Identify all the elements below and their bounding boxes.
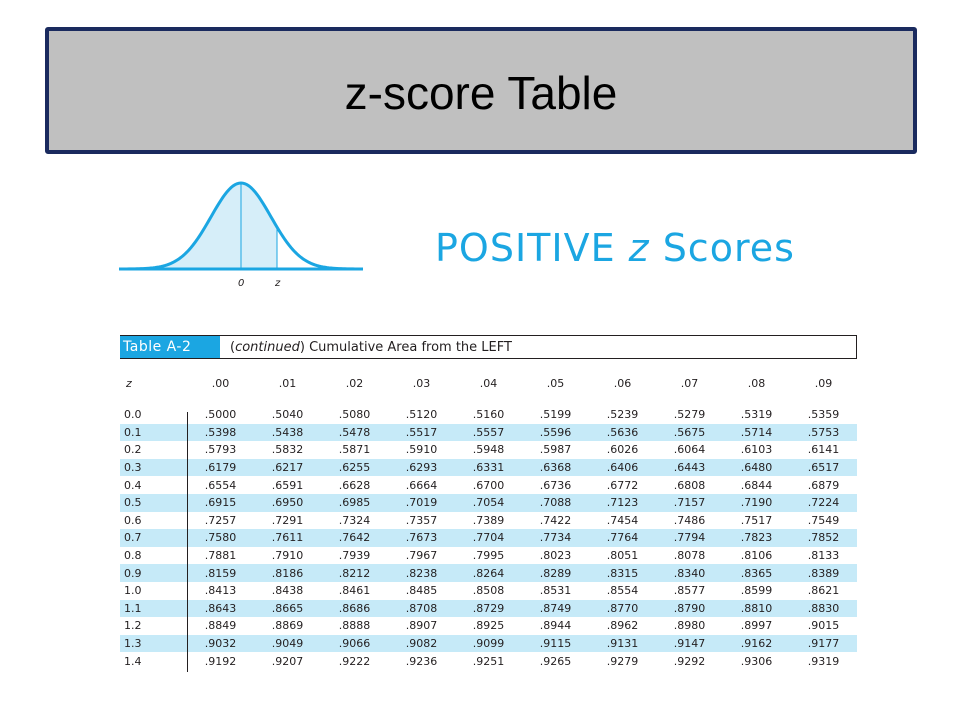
- table-cell: .5753: [807, 425, 840, 439]
- table-cell: .7324: [338, 513, 371, 527]
- table-cell: .5120: [405, 408, 438, 422]
- column-header: .01: [278, 376, 297, 390]
- table-cell: .5675: [673, 425, 706, 439]
- table-cell: .8810: [740, 601, 773, 615]
- table-cell: .9147: [673, 637, 706, 651]
- table-cell: .6255: [338, 461, 371, 475]
- table-cell: .8078: [673, 549, 706, 563]
- table-cell: .8643: [204, 601, 237, 615]
- table-cell: .9306: [740, 654, 773, 668]
- table-row: [120, 406, 857, 424]
- table-cell: .6293: [405, 461, 438, 475]
- table-cell: .9082: [405, 637, 438, 651]
- table-row: [120, 564, 857, 582]
- column-header: .09: [814, 376, 833, 390]
- table-cell: .7881: [204, 549, 237, 563]
- table-cell: .7422: [539, 513, 572, 527]
- table-cell: .7257: [204, 513, 237, 527]
- table-cell: .5040: [271, 408, 304, 422]
- table-cell: .7054: [472, 496, 505, 510]
- table-cell: .6368: [539, 461, 572, 475]
- table-cell: .6628: [338, 478, 371, 492]
- table-cell: .8159: [204, 566, 237, 580]
- table-cell: .8186: [271, 566, 304, 580]
- row-z-value: 1.0: [124, 584, 142, 598]
- table-cell: .8770: [606, 601, 639, 615]
- table-cell: .8508: [472, 584, 505, 598]
- table-cell: .6554: [204, 478, 237, 492]
- table-cell: .5000: [204, 408, 237, 422]
- table-cell: .5438: [271, 425, 304, 439]
- table-cell: .8849: [204, 619, 237, 633]
- table-cell: .9177: [807, 637, 840, 651]
- row-z-value: 0.1: [124, 425, 142, 439]
- table-row: [120, 652, 857, 670]
- table-cell: .8729: [472, 601, 505, 615]
- table-cell: .8665: [271, 601, 304, 615]
- table-cell: .7357: [405, 513, 438, 527]
- table-cell: .7157: [673, 496, 706, 510]
- table-cell: .5832: [271, 443, 304, 457]
- table-cell: .8686: [338, 601, 371, 615]
- title-box: [45, 27, 917, 154]
- table-cell: .7967: [405, 549, 438, 563]
- row-z-value: 0.3: [124, 461, 142, 475]
- table-cell: .7454: [606, 513, 639, 527]
- table-cell: .7580: [204, 531, 237, 545]
- table-cell: .9066: [338, 637, 371, 651]
- table-cell: .6844: [740, 478, 773, 492]
- table-cell: .9292: [673, 654, 706, 668]
- table-cell: .8907: [405, 619, 438, 633]
- table-cell: .7734: [539, 531, 572, 545]
- table-cell: .5359: [807, 408, 840, 422]
- table-caption: [120, 335, 857, 359]
- positive-z-scores-heading: [435, 226, 795, 270]
- table-cell: .9265: [539, 654, 572, 668]
- table-cell: .9251: [472, 654, 505, 668]
- table-grid: [120, 370, 857, 670]
- table-cell: .7673: [405, 531, 438, 545]
- table-cell: .6217: [271, 461, 304, 475]
- table-cell: .8315: [606, 566, 639, 580]
- table-cell: .6591: [271, 478, 304, 492]
- row-z-value: 0.9: [124, 566, 142, 580]
- row-z-value: 0.7: [124, 531, 142, 545]
- table-cell: .7910: [271, 549, 304, 563]
- table-cell: .6736: [539, 478, 572, 492]
- table-cell: .9015: [807, 619, 840, 633]
- table-cell: .5910: [405, 443, 438, 457]
- table-cell: .9162: [740, 637, 773, 651]
- heading-prefix: POSITIVE: [435, 226, 629, 270]
- row-z-value: 1.2: [124, 619, 142, 633]
- table-cell: .8925: [472, 619, 505, 633]
- table-row: [120, 635, 857, 653]
- table-cell: .5199: [539, 408, 572, 422]
- table-row: [120, 512, 857, 530]
- table-label: Table A-2: [120, 336, 220, 358]
- table-cell: .6026: [606, 443, 639, 457]
- row-z-value: 0.8: [124, 549, 142, 563]
- table-cell: .8461: [338, 584, 371, 598]
- zero-label: 0: [238, 278, 245, 289]
- table-cell: .9207: [271, 654, 304, 668]
- table-cell: .6879: [807, 478, 840, 492]
- table-cell: .9131: [606, 637, 639, 651]
- table-cell: .9236: [405, 654, 438, 668]
- table-cell: .5596: [539, 425, 572, 439]
- table-cell: .7224: [807, 496, 840, 510]
- table-cell: .8051: [606, 549, 639, 563]
- table-cell: .7291: [271, 513, 304, 527]
- table-cell: .6517: [807, 461, 840, 475]
- table-cell: .8485: [405, 584, 438, 598]
- table-cell: .7123: [606, 496, 639, 510]
- column-header: .00: [211, 376, 230, 390]
- table-cell: .8554: [606, 584, 639, 598]
- column-header: .03: [412, 376, 431, 390]
- z-label: z: [275, 278, 281, 289]
- table-cell: .6985: [338, 496, 371, 510]
- normal-curve-diagram: [115, 175, 367, 295]
- table-cell: .6179: [204, 461, 237, 475]
- column-header: .08: [747, 376, 766, 390]
- table-cell: .8531: [539, 584, 572, 598]
- table-cell: .6443: [673, 461, 706, 475]
- table-cell: .5636: [606, 425, 639, 439]
- table-cell: .8869: [271, 619, 304, 633]
- table-cell: .9192: [204, 654, 237, 668]
- table-cell: .8577: [673, 584, 706, 598]
- table-cell: .8962: [606, 619, 639, 633]
- table-cell: .6141: [807, 443, 840, 457]
- z-table: [120, 335, 857, 670]
- table-row: [120, 476, 857, 494]
- table-cell: .6103: [740, 443, 773, 457]
- table-cell: .8830: [807, 601, 840, 615]
- table-description: (continued) Cumulative Area from the LEFT: [230, 339, 512, 355]
- table-row: [120, 547, 857, 565]
- table-cell: .7517: [740, 513, 773, 527]
- table-row: [120, 617, 857, 635]
- table-cell: .5987: [539, 443, 572, 457]
- table-cell: .6664: [405, 478, 438, 492]
- table-row: [120, 600, 857, 618]
- table-cell: .8264: [472, 566, 505, 580]
- column-header: .05: [546, 376, 565, 390]
- table-cell: .7486: [673, 513, 706, 527]
- table-cell: .6480: [740, 461, 773, 475]
- row-z-value: 1.3: [124, 637, 142, 651]
- row-z-value: 0.5: [124, 496, 142, 510]
- table-row: [120, 582, 857, 600]
- table-cell: .8365: [740, 566, 773, 580]
- table-cell: .9099: [472, 637, 505, 651]
- table-row: [120, 424, 857, 442]
- table-cell: .7611: [271, 531, 304, 545]
- table-body: [120, 406, 857, 670]
- row-z-value: 0.6: [124, 513, 142, 527]
- table-cell: .8944: [539, 619, 572, 633]
- table-cell: .8133: [807, 549, 840, 563]
- table-cell: .6064: [673, 443, 706, 457]
- table-cell: .5714: [740, 425, 773, 439]
- table-cell: .8023: [539, 549, 572, 563]
- table-cell: .7389: [472, 513, 505, 527]
- table-header-row: [120, 370, 857, 396]
- column-header: .07: [680, 376, 699, 390]
- table-cell: .5478: [338, 425, 371, 439]
- slide-title: z-score Table: [344, 66, 618, 119]
- table-cell: .8413: [204, 584, 237, 598]
- table-cell: .7642: [338, 531, 371, 545]
- table-cell: .9049: [271, 637, 304, 651]
- table-cell: .8708: [405, 601, 438, 615]
- table-cell: .8212: [338, 566, 371, 580]
- table-row: [120, 459, 857, 477]
- column-header: .02: [345, 376, 364, 390]
- row-z-value: 0.4: [124, 478, 142, 492]
- table-cell: .5557: [472, 425, 505, 439]
- table-row: [120, 441, 857, 459]
- table-cell: .5517: [405, 425, 438, 439]
- table-cell: .8790: [673, 601, 706, 615]
- column-header: z: [126, 376, 132, 390]
- table-cell: .7549: [807, 513, 840, 527]
- table-cell: .8621: [807, 584, 840, 598]
- table-cell: .9319: [807, 654, 840, 668]
- table-cell: .7823: [740, 531, 773, 545]
- caption-italic: continued: [235, 339, 300, 355]
- heading-suffix: Scores: [649, 226, 795, 270]
- table-cell: .9222: [338, 654, 371, 668]
- table-cell: .5398: [204, 425, 237, 439]
- table-cell: .6915: [204, 496, 237, 510]
- table-cell: .8438: [271, 584, 304, 598]
- table-cell: .5080: [338, 408, 371, 422]
- table-cell: .6950: [271, 496, 304, 510]
- column-header: .04: [479, 376, 498, 390]
- table-cell: .5948: [472, 443, 505, 457]
- table-cell: .8749: [539, 601, 572, 615]
- row-z-value: 1.4: [124, 654, 142, 668]
- column-header: .06: [613, 376, 632, 390]
- table-cell: .9115: [539, 637, 572, 651]
- table-cell: .5319: [740, 408, 773, 422]
- table-cell: .5871: [338, 443, 371, 457]
- table-cell: .7939: [338, 549, 371, 563]
- table-cell: .5160: [472, 408, 505, 422]
- table-cell: .5793: [204, 443, 237, 457]
- table-cell: .8106: [740, 549, 773, 563]
- column-divider: [187, 412, 188, 672]
- table-cell: .7088: [539, 496, 572, 510]
- table-cell: .7190: [740, 496, 773, 510]
- table-row: [120, 494, 857, 512]
- table-cell: .6331: [472, 461, 505, 475]
- shaded-area: [119, 183, 277, 269]
- table-cell: .6406: [606, 461, 639, 475]
- row-z-value: 0.2: [124, 443, 142, 457]
- table-cell: .7794: [673, 531, 706, 545]
- table-cell: .6808: [673, 478, 706, 492]
- table-cell: .6700: [472, 478, 505, 492]
- table-cell: .7019: [405, 496, 438, 510]
- table-cell: .7852: [807, 531, 840, 545]
- table-cell: .8980: [673, 619, 706, 633]
- table-cell: .8997: [740, 619, 773, 633]
- table-cell: .9032: [204, 637, 237, 651]
- table-cell: .9279: [606, 654, 639, 668]
- table-cell: .7995: [472, 549, 505, 563]
- table-cell: .8888: [338, 619, 371, 633]
- table-cell: .8238: [405, 566, 438, 580]
- heading-z: z: [628, 226, 650, 270]
- table-cell: .8340: [673, 566, 706, 580]
- table-cell: .8389: [807, 566, 840, 580]
- table-cell: .8289: [539, 566, 572, 580]
- table-cell: .5279: [673, 408, 706, 422]
- table-row: [120, 529, 857, 547]
- table-cell: .8599: [740, 584, 773, 598]
- row-z-value: 1.1: [124, 601, 142, 615]
- table-cell: .6772: [606, 478, 639, 492]
- caption-rest: Cumulative Area from the LEFT: [304, 339, 512, 355]
- table-cell: .7704: [472, 531, 505, 545]
- table-cell: .7764: [606, 531, 639, 545]
- table-cell: .5239: [606, 408, 639, 422]
- row-z-value: 0.0: [124, 408, 142, 422]
